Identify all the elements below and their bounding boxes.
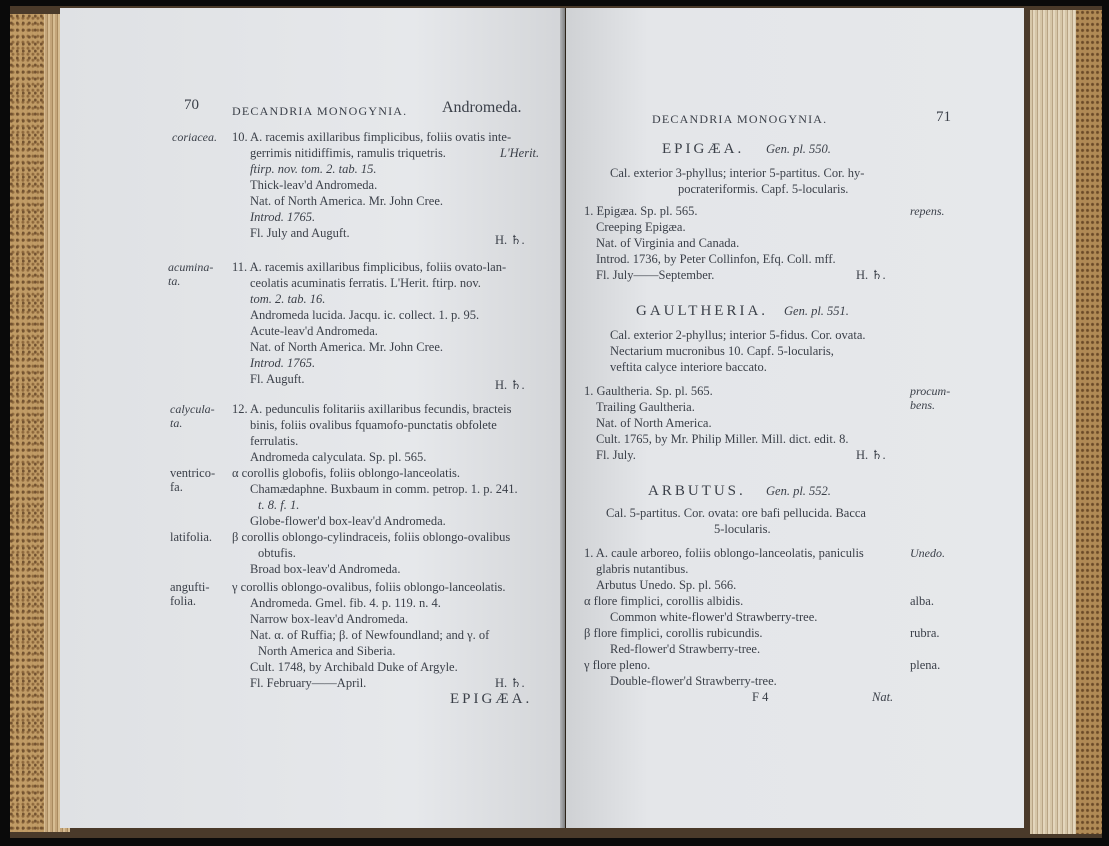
speckled-edge-left: [10, 14, 44, 832]
variety-line: Double-flower'd Strawberry-tree.: [610, 674, 777, 688]
variety-line: β flore fimplici, corollis rubicundis.: [584, 626, 763, 640]
species-line: 1. Gaultheria. Sp. pl. 565.: [584, 384, 713, 398]
species-line: Arbutus Unedo. Sp. pl. 566.: [596, 578, 737, 592]
page-number: 71: [936, 109, 951, 125]
species-line: Nat. of North America. Mr. John Cree.: [250, 194, 444, 208]
species-line: Andromeda calyculata. Sp. pl. 565.: [250, 450, 427, 464]
species-line: Introd. 1765.: [250, 356, 316, 370]
genus-title: GAULTHERIA.: [636, 303, 769, 319]
species-line: Nat. of Virginia and Canada.: [596, 236, 740, 250]
hardiness-mark: H. ♄.: [495, 378, 525, 392]
speckled-edge-right: [1076, 10, 1102, 834]
species-line: Andromeda lucida. Jacqu. ic. collect. 1. p. 95.: [250, 308, 480, 322]
hardiness-mark: H. ♄.: [495, 676, 525, 690]
margin-name: plena.: [910, 658, 941, 672]
genus-ref: Gen. pl. 551.: [784, 304, 849, 318]
species-line: Fl. Auguft.: [250, 372, 305, 386]
left-page: [60, 8, 565, 828]
genus-desc: 5-locularis.: [714, 522, 771, 536]
variety-line: α corollis globofis, foliis oblongo-lanceolatis.: [232, 466, 461, 480]
genus-desc: Cal. 5-partitus. Cor. ovata: ore bafi pellucida. Bacca: [606, 506, 866, 520]
margin-name: procum-: [910, 384, 951, 398]
margin-name: calycula-: [170, 402, 215, 416]
margin-name: repens.: [910, 204, 945, 218]
margin-name: coriacea.: [172, 130, 217, 144]
catchword: EPIGÆA.: [450, 691, 533, 707]
species-line: ceolatis acuminatis ferratis. L'Herit. ftirp. nov.: [250, 276, 481, 290]
hardiness-mark: H. ♄.: [856, 268, 886, 282]
species-line: Fl. July——September.: [596, 268, 715, 282]
margin-name: alba.: [910, 594, 934, 608]
genus-title: EPIGÆA.: [662, 141, 745, 157]
margin-name: ta.: [170, 416, 183, 430]
running-header: DECANDRIA MONOGYNIA.: [652, 112, 828, 126]
species-line: Nat. of North America.: [596, 416, 712, 430]
species-line: tom. 2. tab. 16.: [250, 292, 326, 306]
species-line: Acute-leav'd Andromeda.: [250, 324, 378, 338]
species-ref: L'Herit.: [500, 146, 540, 160]
right-page: [566, 8, 1024, 828]
header-genus: Andromeda.: [442, 99, 522, 116]
species-line: gerrimis nitidiffimis, ramulis triquetris.: [250, 146, 446, 160]
species-line: 1. Epigæa. Sp. pl. 565.: [584, 204, 698, 218]
variety-line: Cult. 1748, by Archibald Duke of Argyle.: [250, 660, 458, 674]
margin-name: folia.: [170, 594, 197, 608]
species-line: Introd. 1765.: [250, 210, 316, 224]
species-line: Nat. of North America. Mr. John Cree.: [250, 340, 444, 354]
margin-name: acumina-: [168, 260, 214, 274]
variety-line: Chamædaphne. Buxbaum in comm. petrop. 1. p. 241.: [250, 482, 518, 496]
species-line: 10. A. racemis axillaribus fimplicibus, foliis ovatis inte-: [232, 130, 512, 144]
running-header: DECANDRIA MONOGYNIA.: [232, 104, 408, 118]
variety-line: Narrow box-leav'd Andromeda.: [250, 612, 409, 626]
variety-line: β corollis oblongo-cylindraceis, foliis oblongo-ovalibus: [232, 530, 511, 544]
page-edges-right: [1030, 10, 1102, 834]
signature-mark: F 4: [752, 690, 769, 704]
margin-name: ta.: [168, 274, 181, 288]
species-line: ftirp. nov. tom. 2. tab. 15.: [250, 162, 377, 176]
genus-desc: Nectarium mucronibus 10. Capf. 5-locularis,: [610, 344, 834, 358]
variety-line: obtufis.: [258, 546, 296, 560]
species-line: Fl. July.: [596, 448, 636, 462]
margin-name: fa.: [170, 480, 183, 494]
genus-desc: Cal. exterior 2-phyllus; interior 5-fidus. Cor. ovata.: [610, 328, 866, 342]
species-line: Thick-leav'd Andromeda.: [250, 178, 378, 192]
margin-name: angufti-: [170, 580, 210, 594]
variety-line: Andromeda. Gmel. fib. 4. p. 119. n. 4.: [250, 596, 441, 610]
species-line: Introd. 1736, by Peter Collinfon, Efq. Coll. mff.: [596, 252, 836, 266]
species-line: Fl. July and Auguft.: [250, 226, 350, 240]
variety-line: Common white-flower'd Strawberry-tree.: [610, 610, 818, 624]
margin-name: Unedo.: [910, 546, 945, 560]
genus-desc: pocrateriformis. Capf. 5-locularis.: [678, 182, 849, 196]
page-number: 70: [184, 97, 199, 113]
hardiness-mark: H. ♄.: [495, 233, 525, 247]
variety-line: Globe-flower'd box-leav'd Andromeda.: [250, 514, 446, 528]
variety-line: Red-flower'd Strawberry-tree.: [610, 642, 761, 656]
species-line: 1. A. caule arboreo, foliis oblongo-lanceolatis, paniculis: [584, 546, 864, 560]
variety-line: Broad box-leav'd Andromeda.: [250, 562, 401, 576]
variety-line: α flore fimplici, corollis albidis.: [584, 594, 744, 608]
species-line: Creeping Epigæa.: [596, 220, 686, 234]
genus-ref: Gen. pl. 550.: [766, 142, 831, 156]
catchword: Nat.: [872, 690, 894, 704]
species-line: glabris nutantibus.: [596, 562, 689, 576]
margin-name: ventrico-: [170, 466, 216, 480]
genus-ref: Gen. pl. 552.: [766, 484, 831, 498]
variety-line: γ flore pleno.: [584, 658, 651, 672]
species-line: 11. A. racemis axillaribus fimplicibus, foliis ovato-lan-: [232, 260, 507, 274]
genus-desc: Cal. exterior 3-phyllus; interior 5-partitus. Cor. hy-: [610, 166, 865, 180]
variety-line: North America and Siberia.: [258, 644, 396, 658]
hardiness-mark: H. ♄.: [856, 448, 886, 462]
species-line: Cult. 1765, by Mr. Philip Miller. Mill. dict. edit. 8.: [596, 432, 849, 446]
genus-desc: veftita calyce interiore baccato.: [610, 360, 767, 374]
species-line: 12. A. pedunculis folitariis axillaribus fecundis, bracteis: [232, 402, 512, 416]
variety-line: Nat. α. of Ruffia; β. of Newfoundland; and γ. of: [250, 628, 490, 642]
margin-name: rubra.: [910, 626, 940, 640]
species-line: binis, foliis ovalibus fquamofo-punctatis obfolete: [250, 418, 497, 432]
species-line: ferrulatis.: [250, 434, 299, 448]
variety-line: γ corollis oblongo-ovalibus, foliis oblongo-lanceolatis.: [232, 580, 506, 594]
genus-title: ARBUTUS.: [648, 483, 746, 499]
margin-name: latifolia.: [170, 530, 212, 544]
species-line: Trailing Gaultheria.: [596, 400, 695, 414]
variety-line: Fl. February——April.: [250, 676, 367, 690]
variety-line: t. 8. f. 1.: [258, 498, 300, 512]
margin-name: bens.: [910, 398, 935, 412]
